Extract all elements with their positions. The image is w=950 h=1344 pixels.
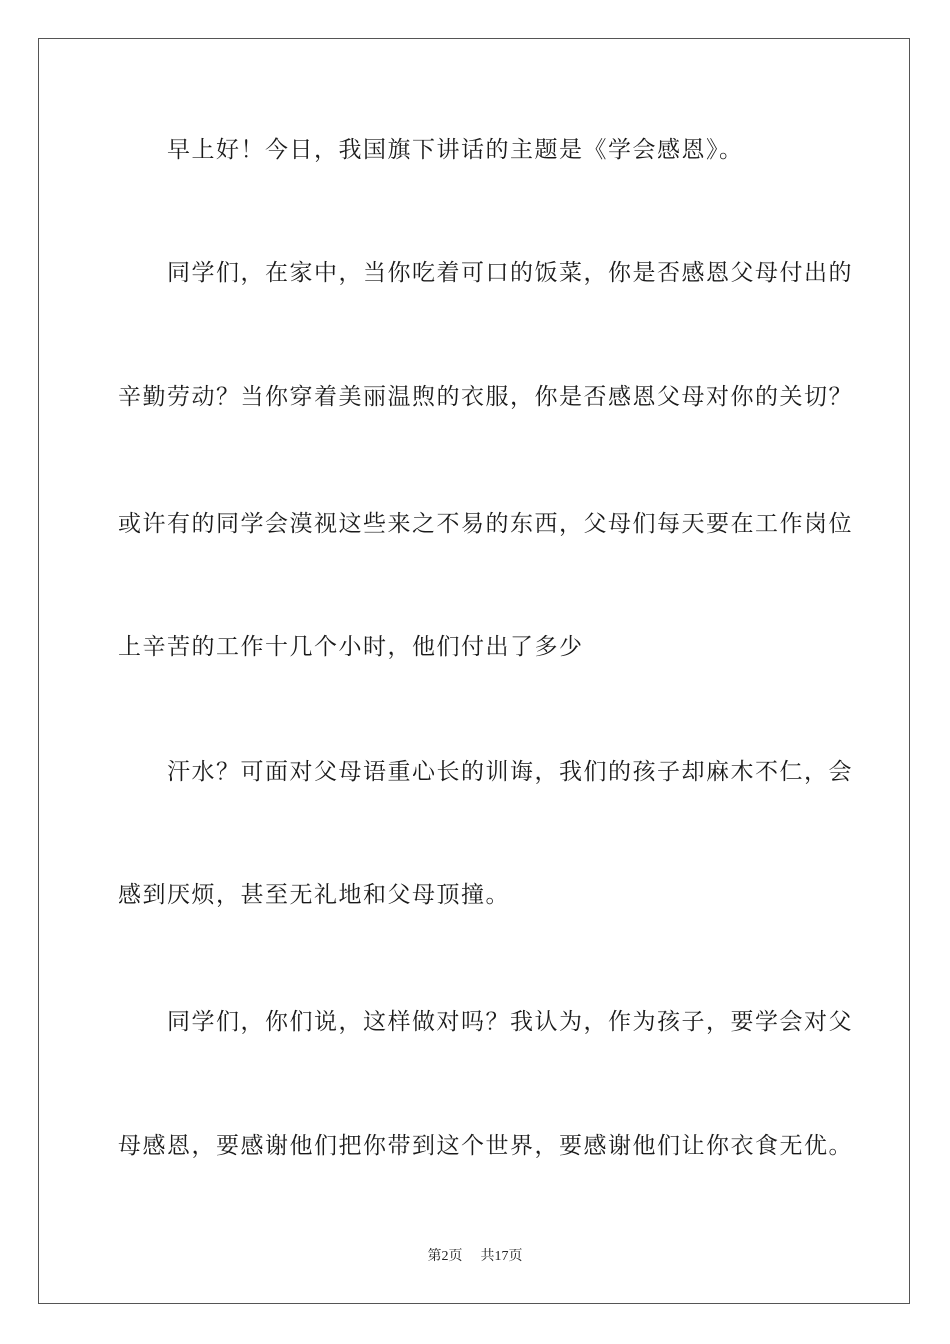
- page-total: 共17页: [480, 1249, 523, 1264]
- page-frame: [38, 38, 910, 1304]
- text-line-8: 同学们，你们说，这样做对吗？我认为，作为孩子，要学会对父: [118, 1009, 853, 1035]
- text-line-9: 母感恩，要感谢他们把你带到这个世界，要感谢他们让你衣食无优。: [118, 1133, 853, 1159]
- text-line-6: 汗水？可面对父母语重心长的训诲，我们的孩子却麻木不仁，会: [118, 759, 853, 785]
- text-line-5: 上辛苦的工作十几个小时，他们付出了多少: [118, 634, 584, 660]
- text-line-4: 或许有的同学会漠视这些来之不易的东西，父母们每天要在工作岗位: [118, 511, 853, 537]
- page-footer: [0, 1248, 950, 1266]
- text-line-2: 同学们，在家中，当你吃着可口的饭菜，你是否感恩父母付出的: [118, 260, 853, 286]
- page-number: 第2页: [427, 1249, 463, 1264]
- text-line-1: 早上好！今日，我国旗下讲话的主题是《学会感恩》。: [118, 137, 744, 163]
- text-line-3: 辛勤劳动？当你穿着美丽温煦的衣服，你是否感恩父母对你的关切？: [118, 384, 853, 410]
- text-line-7: 感到厌烦，甚至无礼地和父母顶撞。: [118, 882, 510, 908]
